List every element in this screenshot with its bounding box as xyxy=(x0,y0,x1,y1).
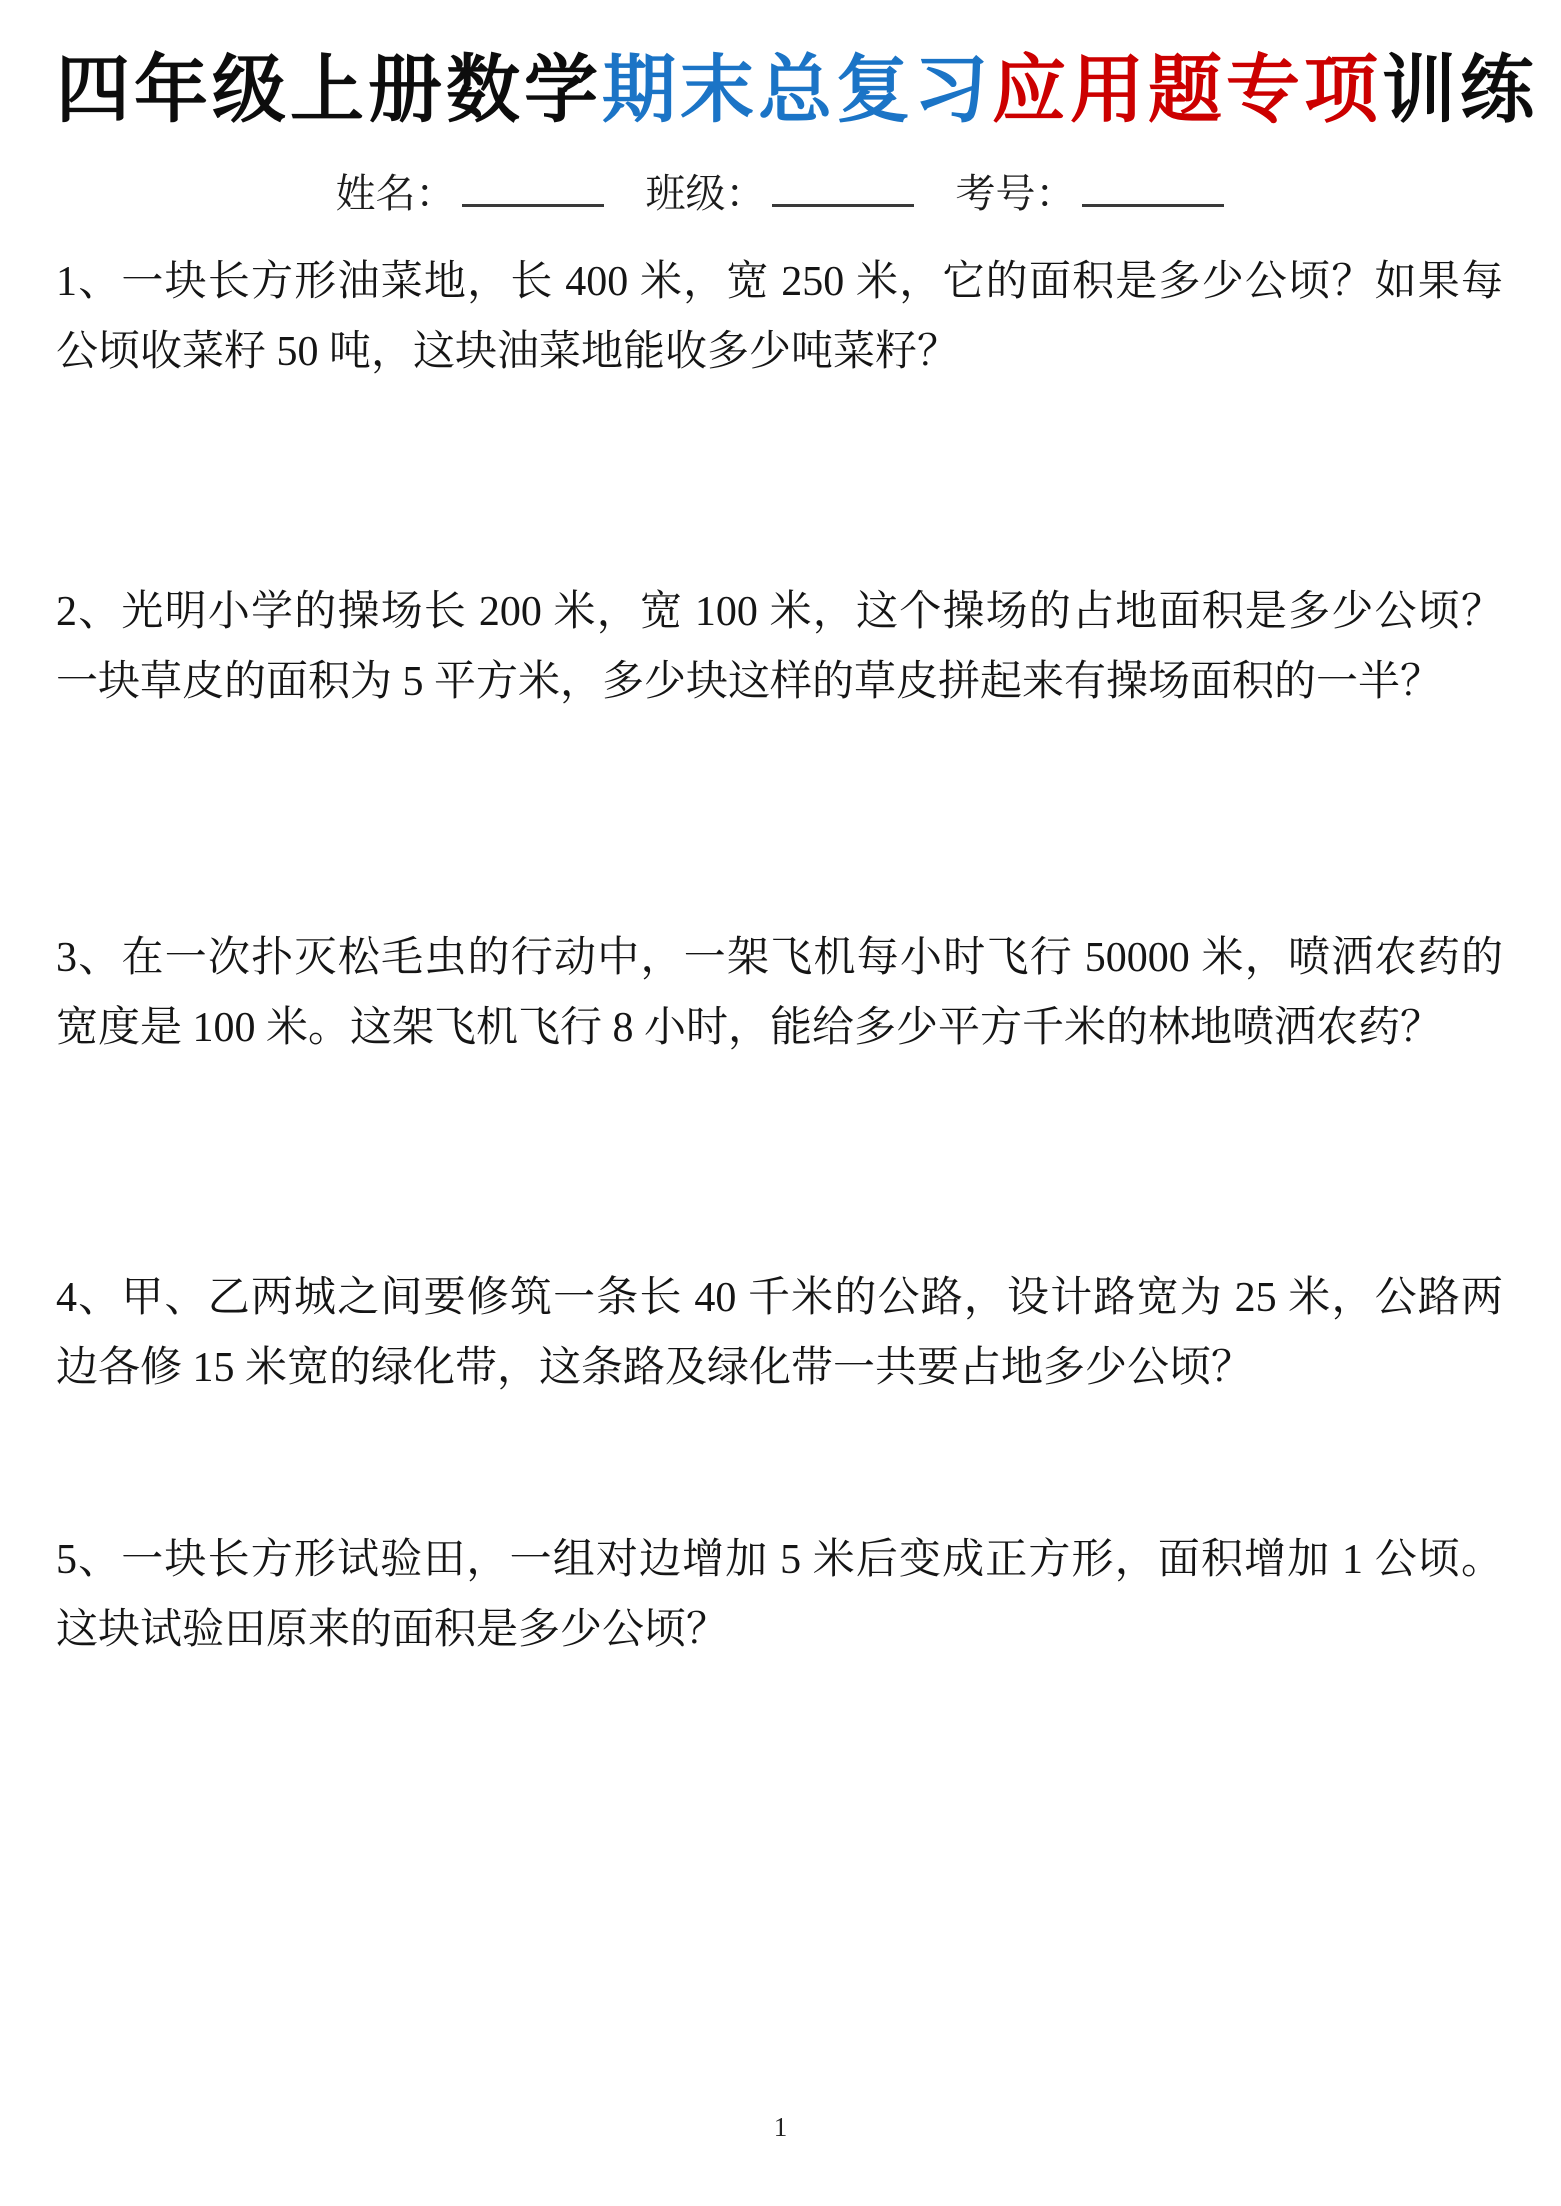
exam-number-label: 考号： xyxy=(955,171,1076,216)
question-1: 1、一块长方形油菜地，长 400 米，宽 250 米，它的面积是多少公顷？如果每公顷收菜籽 50 吨，这块油菜地能收多少吨菜籽？ xyxy=(56,259,1503,375)
exam-number-field xyxy=(956,164,1224,219)
question-4: 4、甲、乙两城之间要修筑一条长 40 千米的公路，设计路宽为 25 米，公路两边各修 15 米宽的绿化带，这条路及绿化带一共要占地多少公顷？ xyxy=(56,1275,1503,1391)
title-segment-final-review: 期末总复习 xyxy=(602,48,992,131)
name-field xyxy=(336,164,604,219)
title-segment-grade: 四年级上册数学 xyxy=(56,48,602,131)
class-field xyxy=(646,164,914,219)
exam-number-blank xyxy=(1082,164,1224,207)
name-label: 姓名： xyxy=(335,171,456,216)
name-blank xyxy=(462,164,604,207)
question-5: 5、一块长方形试验田，一组对边增加 5 米后变成正方形，面积增加 1 公顷。这块试验田原来的面积是多少公顷？ xyxy=(56,1537,1503,1653)
title-segment-training: 训练 xyxy=(1382,48,1538,131)
page-number: 1 xyxy=(773,2112,788,2142)
title-segment-word-problems: 应用题专项 xyxy=(992,48,1382,131)
question-2: 2、光明小学的操场长 200 米，宽 100 米，这个操场的占地面积是多少公顷？一块草皮的面积为 5 平方米，多少块这样的草皮拼起来有操场面积的一半？ xyxy=(56,589,1503,705)
class-label: 班级： xyxy=(645,171,766,216)
class-blank xyxy=(772,164,914,207)
page-title xyxy=(56,44,1538,136)
student-info-row xyxy=(56,164,1503,219)
question-3: 3、在一次扑灭松毛虫的行动中，一架飞机每小时飞行 50000 米，喷洒农药的宽度是 100 米。这架飞机飞行 8 小时，能给多少平方千米的林地喷洒农药？ xyxy=(56,935,1503,1051)
